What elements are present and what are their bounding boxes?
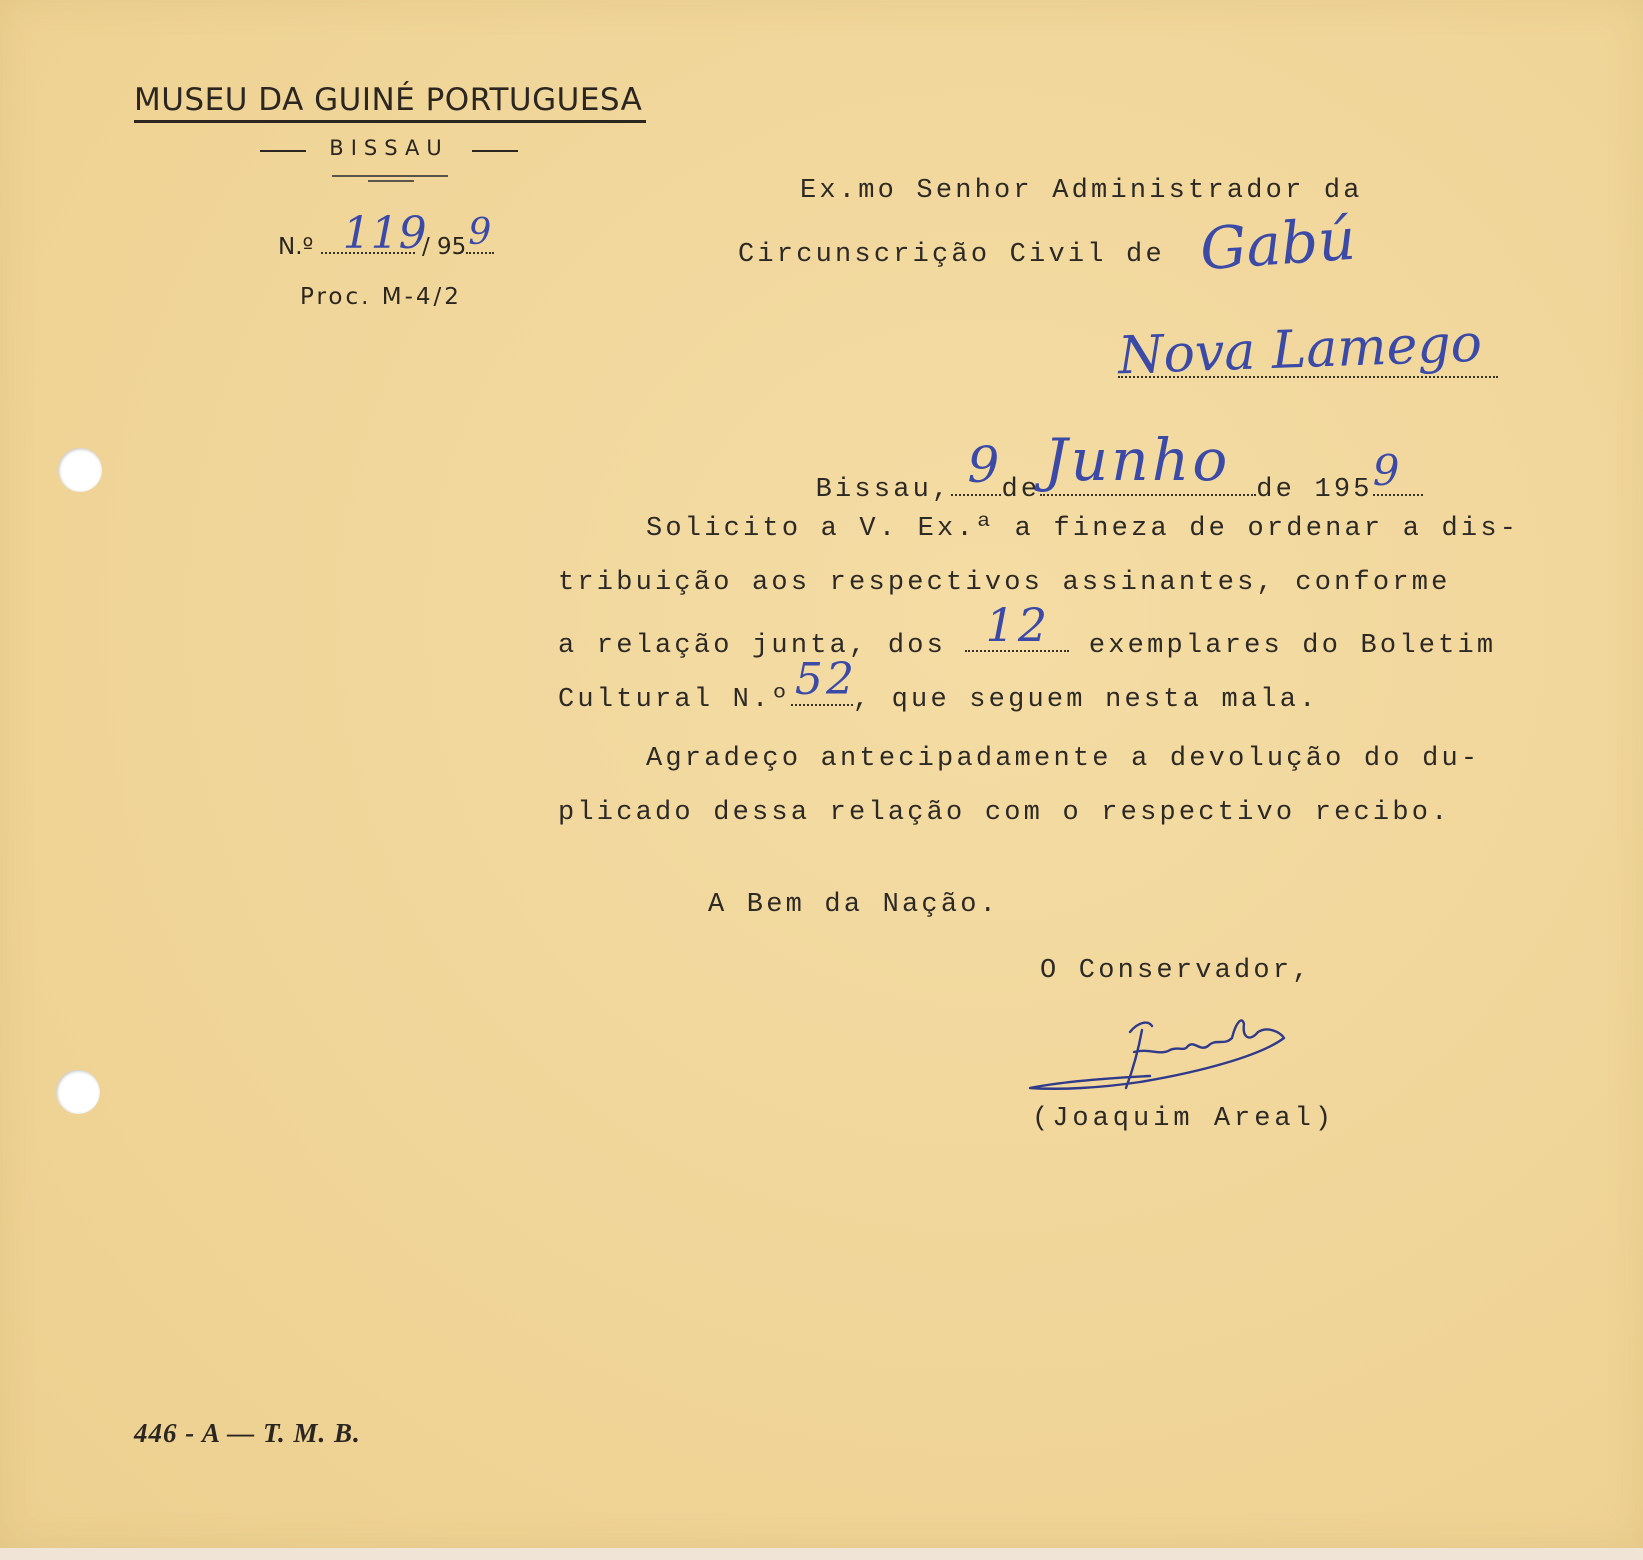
date-de: de bbox=[1001, 475, 1041, 505]
punch-hole-top bbox=[58, 448, 102, 492]
printer-code: 446 - A — T. M. B. bbox=[134, 1418, 361, 1448]
number-handwritten: 119 bbox=[342, 208, 427, 259]
handwritten-place-1: Gabú bbox=[1197, 204, 1358, 284]
bulletin-number-field bbox=[791, 654, 858, 706]
signer-name: (Joaquim Areal) bbox=[1032, 1104, 1336, 1134]
addressee-line-1 bbox=[800, 176, 1363, 206]
addressee-title: Ex.mo Senhor Administrador da bbox=[800, 176, 1363, 206]
reference-number bbox=[278, 208, 494, 260]
process-reference: Proc. M-4/2 bbox=[300, 284, 462, 310]
addressee-line-2: Circunscrição Civil de bbox=[738, 240, 1165, 270]
punch-hole-bottom bbox=[56, 1070, 100, 1114]
body-line-5: Agradeço antecipadamente a devolução do du- bbox=[646, 744, 1481, 774]
body-line-3-end: exemplares do Boletim bbox=[1088, 631, 1497, 661]
letterhead-underline bbox=[332, 175, 448, 177]
day-field bbox=[951, 436, 1003, 496]
bulletin-number-handwritten: 52 bbox=[794, 654, 858, 705]
body-line-3-start: a relação junta, dos bbox=[558, 631, 947, 661]
letterhead-rule bbox=[134, 120, 646, 123]
year-prefix: / 95 bbox=[421, 234, 467, 260]
month-handwritten: Junho bbox=[1044, 426, 1231, 494]
number-label: N.º bbox=[278, 234, 314, 260]
city-dash-right bbox=[472, 150, 518, 152]
body-line-1: Solicito a V. Ex.ª a fineza de ordenar a dis- bbox=[646, 514, 1520, 544]
year-digit-field bbox=[1372, 446, 1423, 496]
institution-name: MUSEU DA GUINÉ PORTUGUESA bbox=[134, 82, 643, 118]
body-line-6: plicado dessa relação com o respectivo recibo. bbox=[558, 798, 1451, 828]
body-line-2: tribuição aos respectivos assinantes, conforme bbox=[558, 568, 1451, 598]
body-line-4 bbox=[558, 654, 1319, 715]
count-handwritten: 12 bbox=[985, 598, 1051, 652]
year-digit-handwritten: 9 bbox=[1372, 446, 1403, 495]
handwritten-place-2: Nova Lamego bbox=[1117, 313, 1483, 387]
year-field bbox=[466, 212, 494, 254]
year-handwritten: 9 bbox=[468, 212, 492, 253]
signature-graphic bbox=[1020, 1012, 1340, 1108]
count-field bbox=[965, 598, 1069, 652]
number-field bbox=[321, 208, 427, 259]
body-line-4-start: Cultural N.º bbox=[558, 685, 791, 715]
body-line-4-end: , que seguem nesta mala. bbox=[852, 685, 1319, 715]
letterhead-city: BISSAU bbox=[329, 136, 449, 160]
signer-role: O Conservador, bbox=[1040, 956, 1312, 986]
body-line-3 bbox=[558, 598, 1497, 661]
date-city: Bissau, bbox=[815, 475, 952, 505]
salutation: A Bem da Nação. bbox=[708, 890, 1000, 920]
date-year-prefix: de 195 bbox=[1256, 475, 1373, 505]
letterhead-short-rule bbox=[368, 180, 414, 182]
month-field bbox=[1040, 426, 1256, 496]
day-handwritten: 9 bbox=[967, 436, 1003, 494]
